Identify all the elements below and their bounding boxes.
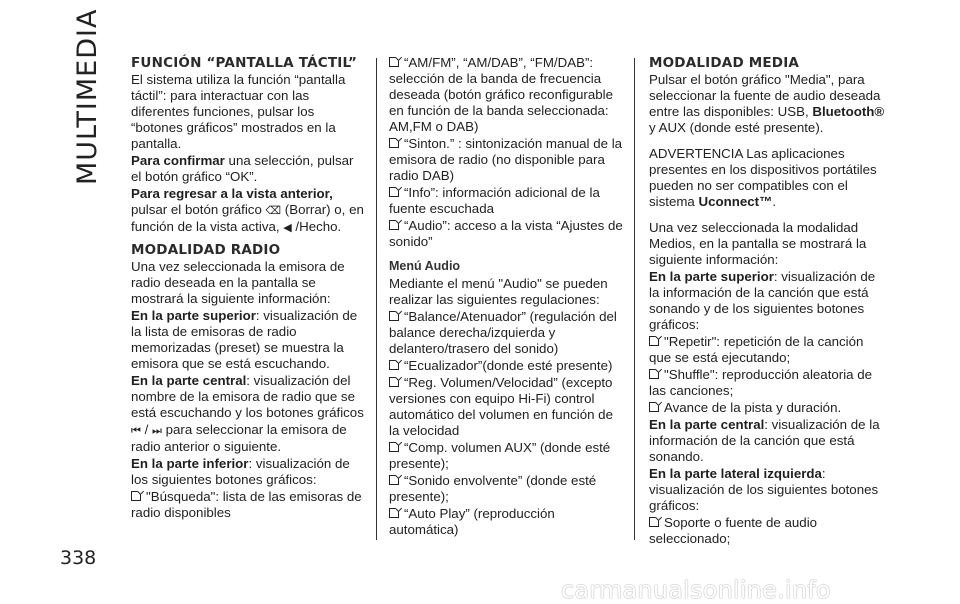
list-item: [389, 506, 626, 538]
text-parte-superior: : visualización de la información de la canción que está sonando y de los siguientes botones gráficos:: [649, 269, 876, 332]
text-regresar-b: (Borrar) o, en función de la vista activa,: [131, 202, 364, 234]
list-item-avance: [649, 400, 885, 416]
list-item-am-fm: [389, 55, 626, 135]
text-regresar-a: pulsar el botón gráfico: [131, 202, 266, 217]
list-item-text: “Comp. volumen AUX” (donde esté presente);: [389, 440, 611, 471]
label-parte-central: En la parte central: [131, 373, 247, 388]
column-divider-2: [634, 58, 635, 540]
text-uconnect: Uconnect™: [698, 194, 773, 209]
list-item: [389, 473, 626, 505]
list-item-text: "Búsqueda": lista de las emisoras de radio disponibles: [131, 489, 362, 520]
watermark: carmanualsonline.info: [561, 576, 831, 604]
paragraph-radio-central-buttons: ⏮ / ⏭ para seleccionar la emisora de radio anterior o siguiente.: [131, 422, 347, 454]
checkbox-bullet-icon: [389, 220, 399, 230]
text-advertencia-end: .: [772, 194, 777, 209]
list-item: [389, 440, 626, 472]
section-tab-multimedia: MULTIMEDIA: [72, 8, 103, 185]
text-parte-inferior: : visualización de los siguientes botones gráficos:: [131, 456, 350, 487]
paragraph-radio-intro: Una vez seleccionada la emisora de radio deseada en la pantalla se mostrará la siguiente información:: [131, 259, 345, 306]
paragraph-regresar: [131, 186, 366, 236]
text-parte-lateral: : visualización de los siguientes botones gráficos:: [649, 466, 879, 513]
previous-track-icon: ⏮: [131, 425, 141, 437]
next-track-icon: ⏭: [152, 425, 162, 437]
checkbox-bullet-icon: [389, 475, 399, 485]
list-item: [389, 309, 626, 357]
column-2: [389, 55, 626, 538]
list-item-info: [389, 185, 626, 217]
list-item-text: “Balance/Atenuador” (regulación del balance derecha/izquierda y delantero/trasero del sonido): [389, 309, 617, 356]
back-arrow-icon: ◀: [283, 222, 292, 234]
text-confirmar: una selección, pulsar el botón gráfico “OK”.: [131, 153, 354, 184]
column-1: [131, 55, 366, 521]
checkbox-bullet-icon: [649, 402, 659, 412]
list-item-audio: [389, 218, 626, 250]
list-item-text: "Shuffle": reproducción aleatoria de las canciones;: [649, 367, 873, 398]
text-parte-central: : visualización del nombre de la emisora de radio que se está escuchando y los botones gráficos: [131, 373, 364, 420]
paragraph-media-central: [649, 417, 885, 465]
paragraph-confirmar: [131, 153, 366, 185]
checkbox-bullet-icon: [389, 57, 399, 67]
list-item-text: “Reg. Volumen/Velocidad” (excepto versiones con equipo Hi-Fi) control automático del volumen en función de la velocidad: [389, 375, 613, 438]
column-3: [649, 55, 885, 547]
paragraph-radio-central: [131, 373, 366, 421]
label-parte-lateral: En la parte lateral izquierda: [649, 466, 822, 481]
paragraph-radio-inferior: [131, 456, 366, 488]
list-item-shuffle: [649, 367, 885, 399]
column-divider-1: [376, 58, 377, 540]
list-item-text: “Audio”: acceso a la vista “Ajustes de sonido”: [389, 218, 623, 249]
checkbox-bullet-icon: [649, 369, 659, 379]
checkbox-bullet-icon: [389, 377, 399, 387]
list-item-text: “Sinton.” : sintonización manual de la emisora de radio (no disponible para radio DAB): [389, 136, 623, 183]
list-item: [389, 375, 626, 439]
label-para-regresar: Para regresar a la vista anterior,: [131, 186, 333, 201]
checkbox-bullet-icon: [389, 442, 399, 452]
backspace-icon: ⌫: [265, 205, 282, 217]
list-item-text: “AM/FM”, “AM/DAB”, “FM/DAB”: selección de la banda de frecuencia deseada (botón gráfico reconfigurable en función de la banda seleccionada: AM,FM o DAB): [389, 55, 613, 134]
checkbox-bullet-icon: [389, 187, 399, 197]
list-item-soporte: [649, 515, 885, 547]
text-parte-central: : visualización de la información de la canción que está sonando.: [649, 417, 880, 464]
paragraph-media-lateral: [649, 466, 885, 514]
list-item: [389, 358, 626, 374]
checkbox-bullet-icon: [649, 336, 659, 346]
text-bluetooth: Bluetooth®: [812, 104, 885, 119]
checkbox-bullet-icon: [389, 311, 399, 321]
list-item-text: Avance de la pista y duración.: [664, 400, 842, 415]
heading-funcion-pantalla-tactil: FUNCIÓN “PANTALLA TÁCTIL”: [131, 55, 358, 71]
paragraph-media-info: Una vez seleccionada la modalidad Medios, en la pantalla se mostrará la siguiente información:: [649, 220, 867, 267]
checkbox-bullet-icon: [649, 517, 659, 527]
checkbox-bullet-icon: [131, 491, 141, 501]
text-media-b: y AUX (donde esté presente).: [649, 120, 824, 135]
label-parte-central: En la parte central: [649, 417, 765, 432]
paragraph-media-superior: [649, 269, 885, 333]
list-item-text: "Repetir": repetición de la canción que se está ejecutando;: [649, 334, 864, 365]
paragraph-radio-superior: [131, 308, 366, 372]
list-item-text: “Auto Play” (reproducción automática): [389, 506, 555, 537]
label-parte-superior: En la parte superior: [649, 269, 774, 284]
list-item-text: “Ecualizador”(donde esté presente): [404, 358, 613, 373]
paragraph-menu-audio: Mediante el menú "Audio" se pueden realizar las siguientes regulaciones:: [389, 276, 608, 307]
list-item-text: “Sonido envolvente” (donde esté presente);: [389, 473, 597, 504]
checkbox-bullet-icon: [389, 360, 399, 370]
heading-modalidad-media: MODALIDAD MEDIA: [649, 55, 800, 71]
label-parte-inferior: En la parte inferior: [131, 456, 249, 471]
text-parte-central-2: para seleccionar la emisora de radio anterior o siguiente.: [131, 422, 347, 454]
paragraph-advertencia: [649, 146, 885, 210]
heading-menu-audio: Menú Audio: [389, 259, 461, 273]
paragraph-pantalla-tactil: El sistema utiliza la función “pantalla táctil”: para interactuar con las diferentes funciones, pulsar los “botones gráficos” mostrados en la pantalla.: [131, 72, 346, 151]
text-regresar-c: /Hecho.: [291, 219, 342, 234]
text-media-a: Pulsar el botón gráfico "Media", para seleccionar la fuente de audio deseada entre las disponibles: USB,: [649, 72, 881, 119]
label-parte-superior: En la parte superior: [131, 308, 256, 323]
list-item-text: Soporte o fuente de audio seleccionado;: [649, 515, 818, 546]
list-item-busqueda: [131, 489, 366, 521]
list-item-text: “Info”: información adicional de la fuente escuchada: [389, 185, 600, 216]
paragraph-media-intro: [649, 72, 885, 136]
text-advertencia: ADVERTENCIA Las aplicaciones presentes en los dispositivos portátiles pueden no ser compatibles con el sistema: [649, 146, 877, 209]
label-para-confirmar: Para confirmar: [131, 153, 225, 168]
list-item-repetir: [649, 334, 885, 366]
list-item-sinton: [389, 136, 626, 184]
text-parte-superior: : visualización de la lista de emisoras de radio memorizadas (preset) se muestra la emisora que se está escuchando.: [131, 308, 358, 371]
heading-modalidad-radio: MODALIDAD RADIO: [131, 242, 281, 258]
page-number: 338: [60, 547, 97, 569]
checkbox-bullet-icon: [389, 138, 399, 148]
checkbox-bullet-icon: [389, 508, 399, 518]
